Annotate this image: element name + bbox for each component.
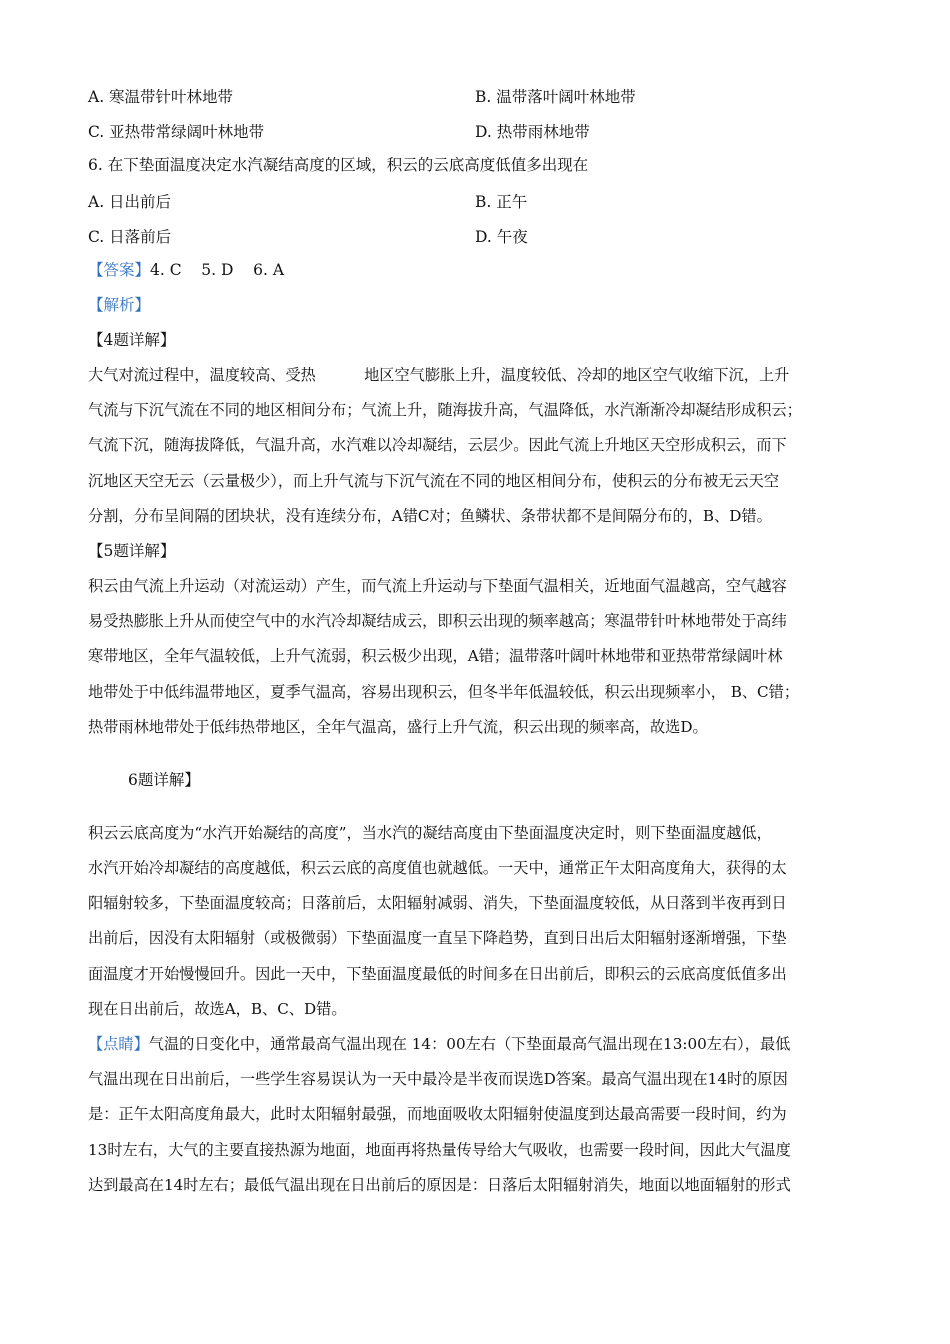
q6-options-row-2 xyxy=(88,218,878,253)
q6-detail-heading: 6题详解】 xyxy=(128,770,200,789)
dianjing-paragraph xyxy=(88,1027,878,1203)
q4-detail-paragraph xyxy=(88,358,878,534)
answer-tag: 【答案】 xyxy=(88,261,151,279)
q6-option-d[interactable]: D. 午夜 xyxy=(475,227,528,246)
analysis-tag: 【解析】 xyxy=(88,296,151,314)
dianjing-tag: 【点睛】 xyxy=(88,1035,149,1053)
answer-text: 4. C 5. D 6. A xyxy=(150,261,285,279)
q6-stem: 6. 在下垫面温度决定水汽凝结高度的区域，积云的云底高度低值多出现在 xyxy=(88,156,589,174)
q6-option-a[interactable]: A. 日出前后 xyxy=(88,192,172,211)
q5-option-b[interactable]: B. 温带落叶阔叶林地带 xyxy=(475,87,636,106)
q5-detail-line: 地带处于中低纬温带地区，夏季气温高，容易出现积云，但冬半年低温较低，积云出现频率小， B、C错； xyxy=(88,682,800,701)
q5-detail-line: 寒带地区，全年气温较低，上升气流弱，积云极少出现，A错；温带落叶阔叶林地带和亚热带常绿阔叶林 xyxy=(88,647,783,666)
q6-options-row-1 xyxy=(88,183,878,218)
q4-detail-line: 沉地区天空无云（云量极少），而上升气流与下沉气流在不同的地区相间分布，使积云的分布被无云天空 xyxy=(88,471,780,490)
q5-detail-heading: 【5题详解】 xyxy=(88,541,176,560)
q5-detail-line: 热带雨林地带处于低纬热带地区，全年气温高，盛行上升气流，积云出现的频率高，故选D。 xyxy=(88,717,708,736)
document-page xyxy=(88,78,878,1203)
q6-detail-paragraph xyxy=(88,816,878,1027)
q6-detail-line: 面温度才开始慢慢回升。因此一天中，下垫面温度最低的时间多在日出前后，即积云的云底高度低值多出 xyxy=(88,964,787,983)
q4-detail-line: 大气对流过程中，温度较高、受热 地区空气膨胀上升，温度较低、冷却的地区空气收缩下沉，上升 xyxy=(88,366,790,384)
q4-detail-heading: 【4题详解】 xyxy=(88,331,176,349)
q6-option-c[interactable]: C. 日落前后 xyxy=(88,227,172,246)
q6-detail-line: 现在日出前后，故选A，B、C、D错。 xyxy=(88,999,347,1018)
q4-detail-line: 气流下沉，随海拔降低，气温升高，水汽难以冷却凝结，云层少。因此气流上升地区天空形成积云，而下 xyxy=(88,436,787,455)
q6-detail-line: 阳辐射较多，下垫面温度较高；日落前后，太阳辐射减弱、消失，下垫面温度较低，从日落到半夜再到日 xyxy=(88,894,787,913)
q5-options-row-2 xyxy=(88,113,878,148)
spacer xyxy=(88,798,878,816)
q6-detail-line: 积云云底高度为“水汽开始凝结的高度”，当水汽的凝结高度由下垫面温度决定时，则下垫面温度越低， xyxy=(88,823,772,842)
q5-detail-line: 积云由气流上升运动（对流运动）产生，而气流上升运动与下垫面气温相关，近地面气温越高，空气越容 xyxy=(88,576,787,595)
answer-line xyxy=(88,253,878,288)
q6-option-b[interactable]: B. 正午 xyxy=(475,192,528,211)
spacer xyxy=(88,745,878,763)
q4-detail-line: 气流与下沉气流在不同的地区相间分布；气流上升，随海拔升高，气温降低，水汽渐渐冷却凝结形成积云； xyxy=(88,401,802,420)
q5-detail-paragraph xyxy=(88,569,878,745)
dianjing-first-text: 气温的日变化中，通常最高气温出现在 14：00左右（下垫面最高气温出现在13:00左右），最低 xyxy=(148,1035,791,1053)
dianjing-line xyxy=(88,1027,878,1062)
dianjing-line: 是：正午太阳高度角最大，此时太阳辐射最强，而地面吸收太阳辐射使温度到达最高需要一段时间，约为 xyxy=(88,1105,787,1124)
dianjing-line: 气温出现在日出前后，一些学生容易误认为一天中最冷是半夜而误选D答案。最高气温出现在14时的原因 xyxy=(88,1070,788,1089)
q6-detail-line: 出前后，因没有太阳辐射（或极微弱）下垫面温度一直呈下降趋势，直到日出后太阳辐射逐渐增强，下垫 xyxy=(88,929,787,948)
q5-detail-line: 易受热膨胀上升从而使空气中的水汽冷却凝结成云，即积云出现的频率越高；寒温带针叶林地带处于高纬 xyxy=(88,612,787,631)
q5-options-row-1 xyxy=(88,78,878,113)
dianjing-line: 13时左右，大气的主要直接热源为地面，地面再将热量传导给大气吸收，也需要一段时间，因此大气温度 xyxy=(88,1140,791,1159)
q5-option-a[interactable]: A. 寒温带针叶林地带 xyxy=(88,87,234,106)
q4-detail-line: 分割，分布呈间隔的团块状，没有连续分布，A错C对；鱼鳞状、条带状都不是间隔分布的，B、D错。 xyxy=(88,506,772,525)
q5-option-d[interactable]: D. 热带雨林地带 xyxy=(475,122,590,141)
q5-option-c[interactable]: C. 亚热带常绿阔叶林地带 xyxy=(88,122,265,141)
q6-detail-line: 水汽开始冷却凝结的高度越低，积云云底的高度值也就越低。一天中，通常正午太阳高度角大，获得的太 xyxy=(88,859,787,878)
dianjing-line: 达到最高在14时左右；最低气温出现在日出前后的原因是：日落后太阳辐射消失，地面以地面辐射的形式 xyxy=(88,1175,791,1194)
